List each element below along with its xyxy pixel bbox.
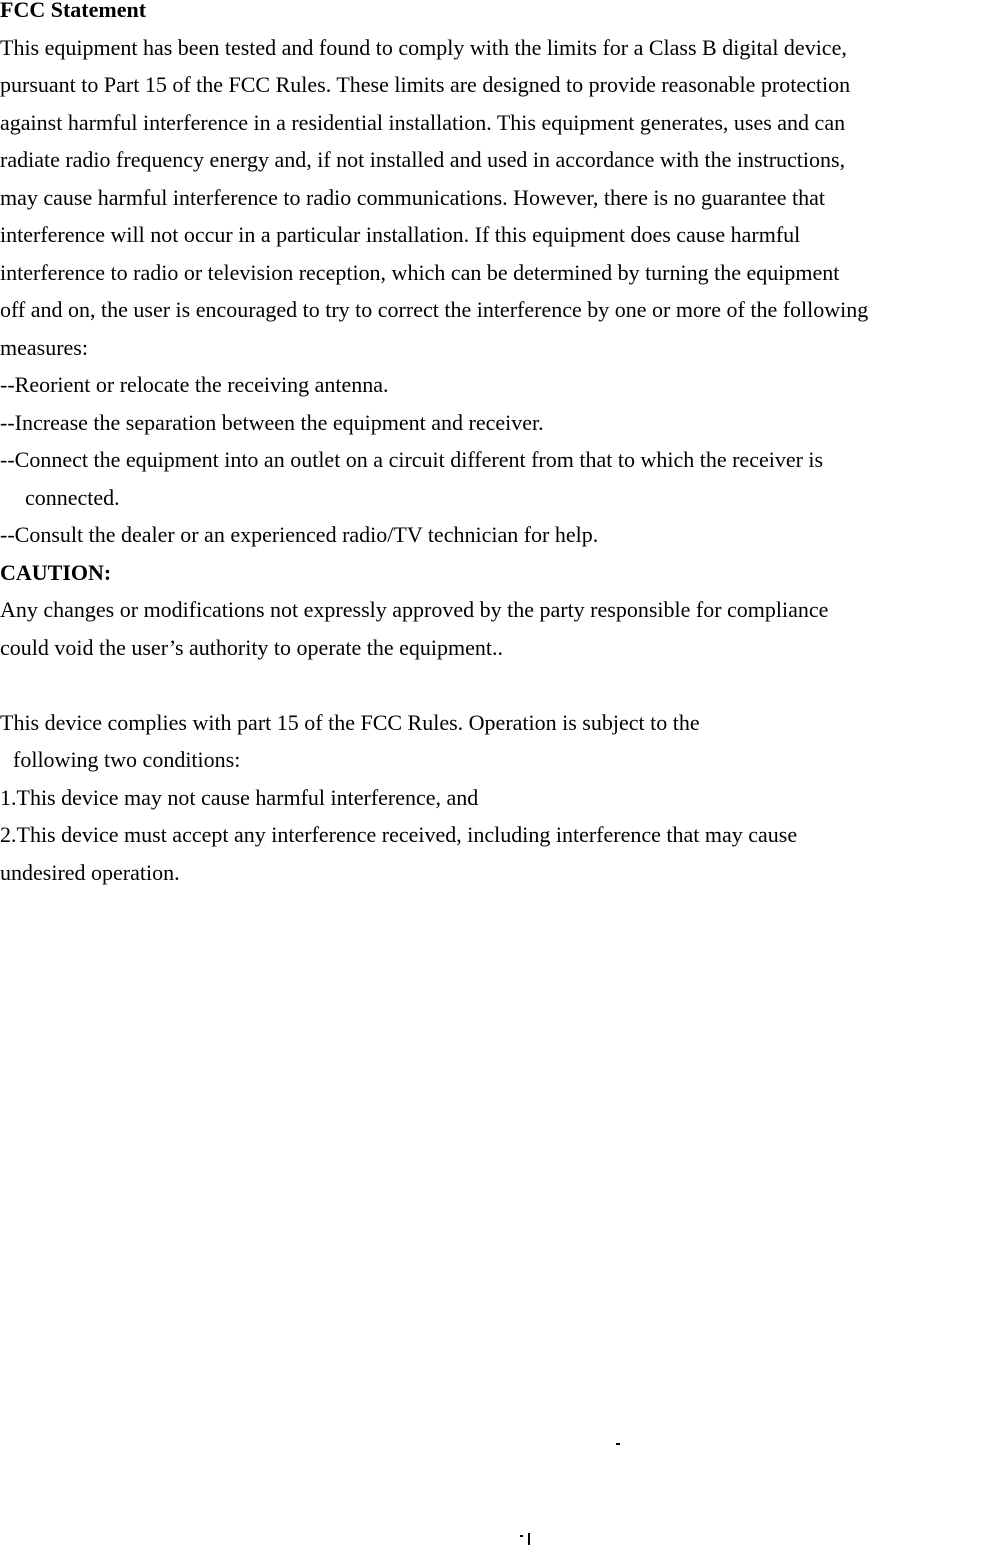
compliance-paragraph [0,704,987,779]
caution-line: Any changes or modifications not expressly approved by the party responsible for compliance [0,597,829,622]
paragraph-line: measures: [0,334,88,360]
footer-tick-left [520,1535,523,1537]
paragraph-line: may cause harmful interference to radio communications. However, there is no guarantee that [0,184,826,210]
paragraph-line: This equipment has been tested and found to comply with the limits for a Class B digital device, [0,34,847,60]
compliance-line-continued: following two conditions: [13,747,241,772]
stray-dash-mark [616,1443,620,1445]
compliance-line: This device complies with part 15 of the FCC Rules. Operation is subject to the [0,709,700,735]
measure-item-outlet: --Connect the equipment into an outlet on a circuit different from that to which the receiver is [0,447,824,472]
measure-item-reorient: --Reorient or relocate the receiving antenna. [0,372,389,397]
paragraph-line: pursuant to Part 15 of the FCC Rules. These limits are designed to provide reasonable protection [0,72,851,97]
page-footer-mark [520,1533,534,1545]
measures-list [0,366,987,554]
caution-line: could void the user’s authority to operate the equipment.. [0,634,504,660]
page-title: FCC Statement [0,0,147,22]
intro-paragraph [0,29,987,367]
conditions-list [0,779,987,892]
caution-paragraph [0,591,987,666]
measure-item-consult: --Consult the dealer or an experienced radio/TV technician for help. [0,522,599,547]
footer-tick-right [528,1533,530,1545]
paragraph-line: against harmful interference in a residential installation. This equipment generates, uses and can [0,109,846,135]
paragraph-line: off and on, the user is encouraged to try to correct the interference by one or more of the following [0,297,869,322]
paragraph-line: radiate radio frequency energy and, if not installed and used in accordance with the instructions, [0,147,846,172]
measure-item-separation: --Increase the separation between the equipment and receiver. [0,409,544,435]
condition-item-2: 2.This device must accept any interference received, including interference that may cause [0,822,798,847]
condition-item-2-continued: undesired operation. [0,859,180,885]
paragraph-line: interference to radio or television reception, which can be determined by turning the equipment [0,259,840,285]
measure-item-outlet-continued: connected. [25,484,120,510]
blank-line [0,666,987,704]
caution-heading: CAUTION: [0,559,112,585]
condition-item-1: 1.This device may not cause harmful interference, and [0,784,479,810]
paragraph-line: interference will not occur in a particular installation. If this equipment does cause harmful [0,222,801,247]
